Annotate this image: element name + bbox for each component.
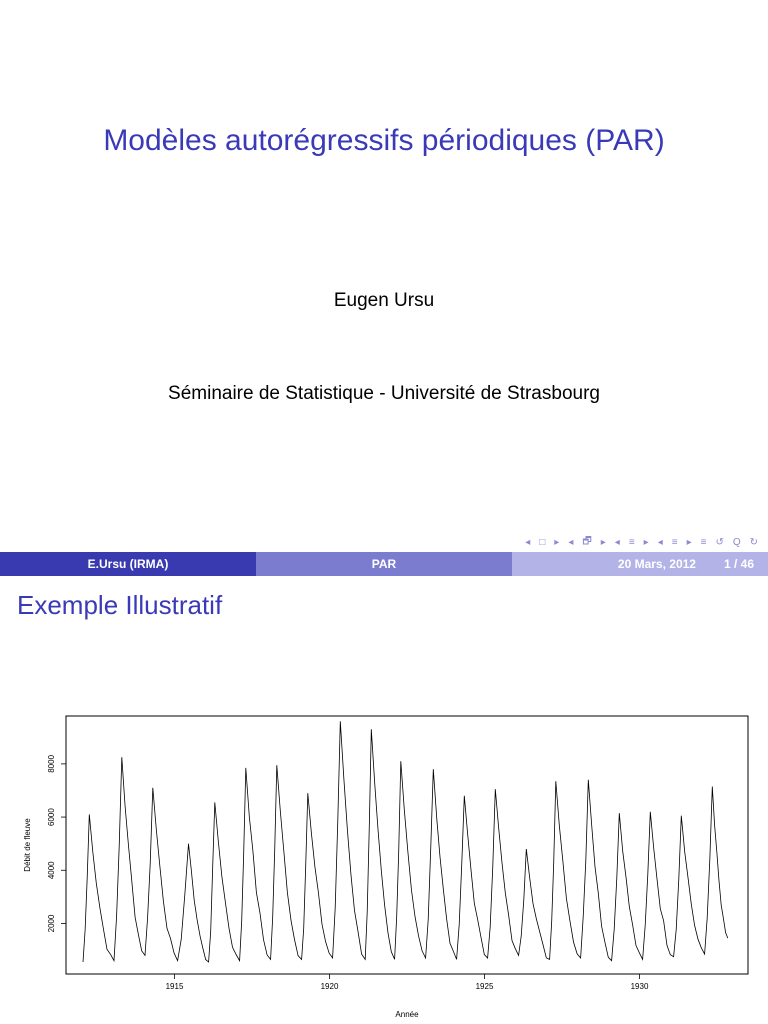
y-tick-label: 2000 <box>47 914 56 933</box>
nav-prev-frame-icon[interactable]: ◂ <box>525 536 531 548</box>
footer-short-title: PAR <box>256 552 512 576</box>
example-slide <box>0 576 768 1024</box>
y-tick-label: 8000 <box>47 754 56 773</box>
x-tick-label: 1915 <box>165 982 184 991</box>
x-tick-label: 1925 <box>475 982 494 991</box>
river-flow-chart <box>0 706 768 1024</box>
nav-doc-icon[interactable]: ≡ <box>671 536 678 548</box>
frame-title: Exemple Illustratif <box>17 590 223 620</box>
nav-prev-subsection-icon[interactable]: ◂ <box>568 536 574 548</box>
footer-page-number: 1 / 46 <box>723 557 754 571</box>
footer-author: E.Ursu (IRMA) <box>0 552 256 576</box>
x-tick-label: 1930 <box>630 982 649 991</box>
x-tick-label: 1920 <box>320 982 339 991</box>
nav-prev-doc-icon[interactable]: ◂ <box>657 536 663 548</box>
nav-back-icon[interactable]: ↺ <box>715 536 724 548</box>
institution: Séminaire de Statistique - Université de Strasbourg <box>168 383 600 404</box>
footline <box>0 552 768 576</box>
y-tick-label: 6000 <box>47 808 56 826</box>
nav-forward-icon[interactable]: ↻ <box>749 536 758 548</box>
author-name: Eugen Ursu <box>333 290 435 311</box>
x-axis <box>166 974 649 991</box>
presentation-title: Modèles autorégressifs périodiques (PAR) <box>103 124 665 157</box>
footer-date-page <box>512 552 768 576</box>
series-line-river-flow <box>83 721 728 962</box>
nav-next-frame-icon[interactable]: ▸ <box>554 536 560 548</box>
nav-toc-icon[interactable]: ≡ <box>700 536 707 548</box>
x-axis-label: Année <box>395 1010 419 1019</box>
y-axis <box>47 754 66 932</box>
nav-next-section-icon[interactable]: ▸ <box>643 536 649 548</box>
y-tick-label: 4000 <box>47 861 56 880</box>
nav-frame-icon[interactable]: □ <box>539 536 546 548</box>
nav-next-subsection-icon[interactable]: ▸ <box>600 536 606 548</box>
nav-next-doc-icon[interactable]: ▸ <box>686 536 692 548</box>
footer-date: 20 Mars, 2012 <box>617 557 696 571</box>
y-axis-label: Débit de fleuve <box>23 818 32 872</box>
nav-subsection-icon[interactable]: 🗗 <box>582 535 592 547</box>
nav-prev-section-icon[interactable]: ◂ <box>614 536 620 548</box>
nav-section-icon[interactable]: ≡ <box>628 536 635 548</box>
nav-search-icon[interactable]: Q <box>732 536 741 548</box>
beamer-navigation-bar <box>525 535 758 549</box>
